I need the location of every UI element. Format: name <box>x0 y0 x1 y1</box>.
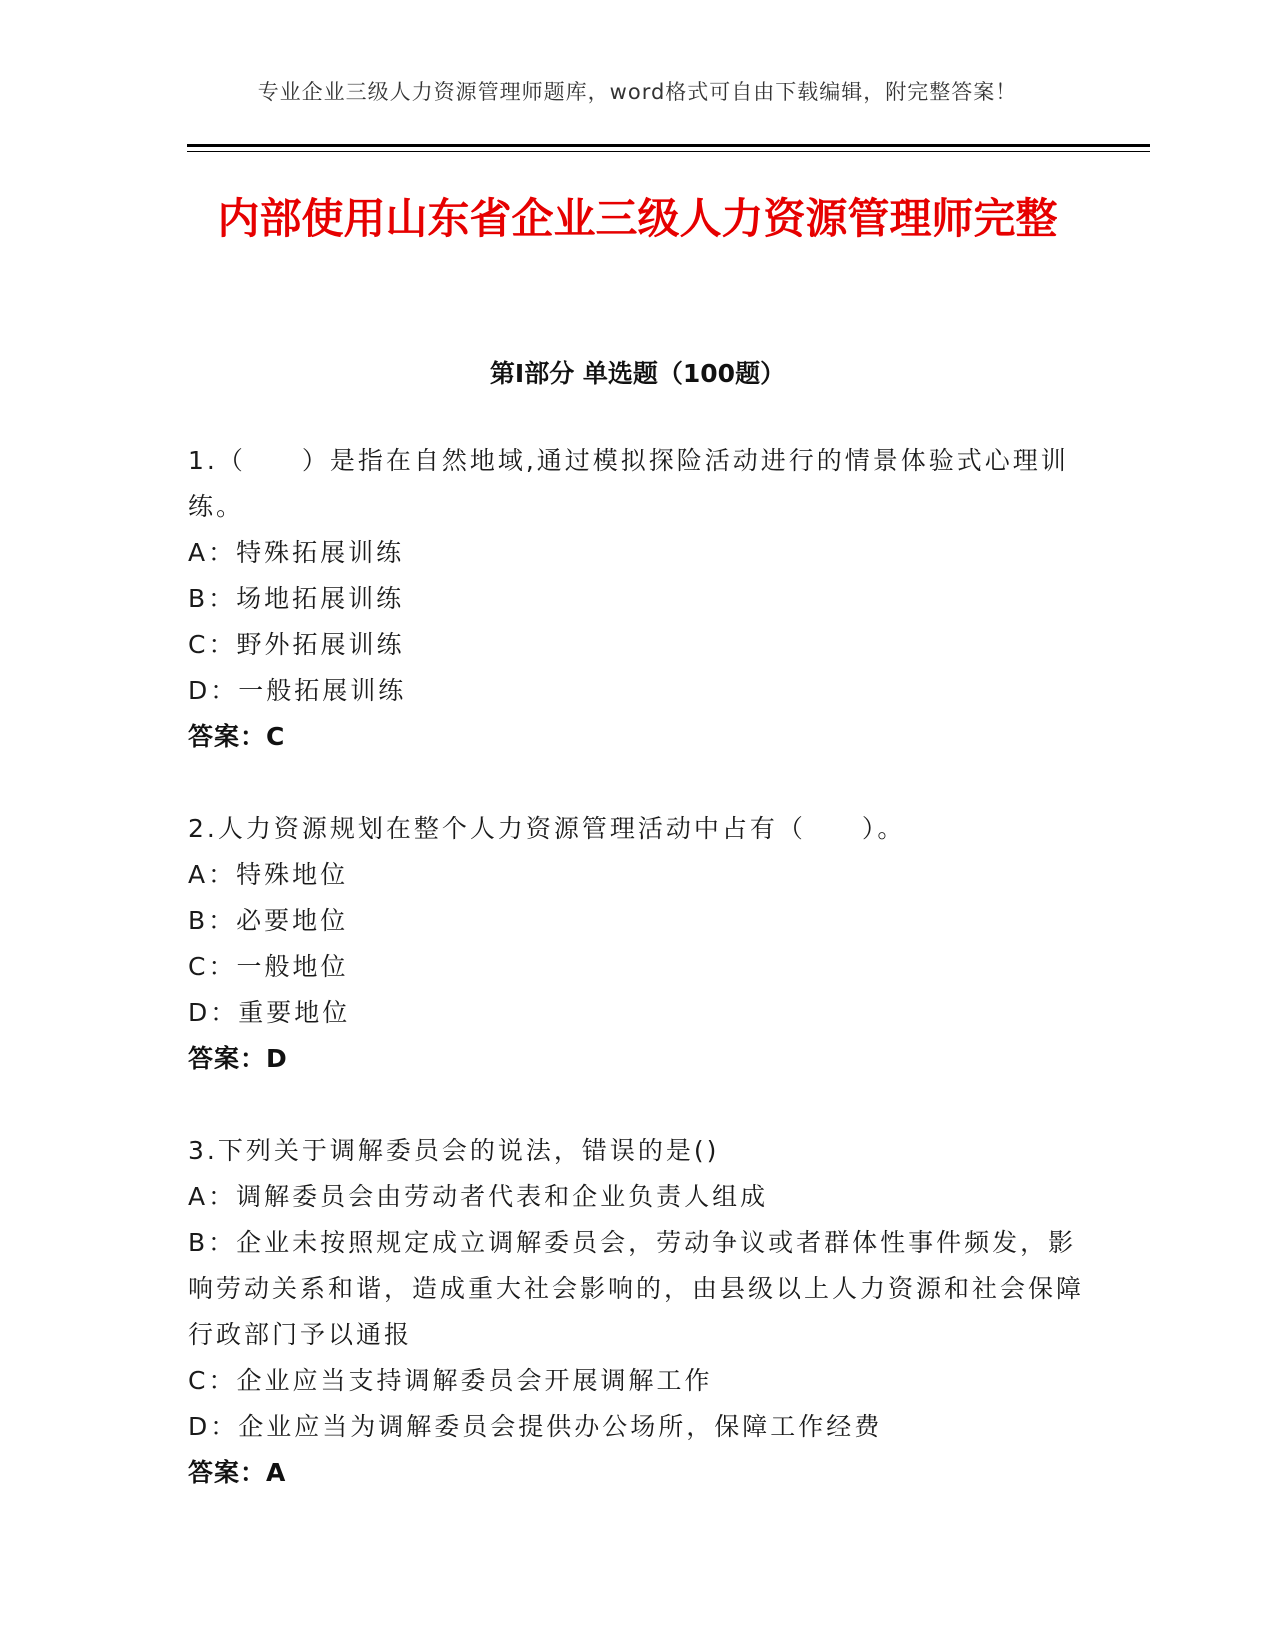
option-c: C：企业应当支持调解委员会开展调解工作 <box>188 1366 713 1395</box>
option-b: B：场地拓展训练 <box>188 584 405 613</box>
option-d: D：重要地位 <box>188 998 351 1027</box>
header-rule-thin <box>187 151 1150 152</box>
answer: 答案：A <box>188 1458 287 1487</box>
option-a: A：调解委员会由劳动者代表和企业负责人组成 <box>188 1182 769 1211</box>
option-d: D：企业应当为调解委员会提供办公场所，保障工作经费 <box>188 1412 883 1441</box>
answer: 答案：D <box>188 1044 288 1073</box>
option-b: B：必要地位 <box>188 906 349 935</box>
question-3 <box>188 1128 1088 1496</box>
option-d: D：一般拓展训练 <box>188 676 407 705</box>
option-c: C：野外拓展训练 <box>188 630 405 659</box>
answer: 答案：C <box>188 722 286 751</box>
header-note: 专业企业三级人力资源管理师题库，word格式可自由下载编辑，附完整答案！ <box>257 80 1018 104</box>
question-1 <box>188 438 1088 760</box>
question-stem: 3.下列关于调解委员会的说法，错误的是() <box>188 1136 720 1165</box>
option-a: A：特殊拓展训练 <box>188 538 405 567</box>
header-rule-thick <box>187 144 1150 147</box>
question-stem: 1.（ ）是指在自然地域,通过模拟探险活动进行的情景体验式心理训练。 <box>188 446 1069 521</box>
option-a: A：特殊地位 <box>188 860 349 889</box>
section-title: 第Ⅰ部分 单选题（100题） <box>489 359 786 388</box>
question-list <box>188 438 1088 1542</box>
question-2 <box>188 806 1088 1082</box>
option-b: B：企业未按照规定成立调解委员会，劳动争议或者群体性事件频发，影响劳动关系和谐，造成重大社会影响的，由县级以上人力资源和社会保障行政部门予以通报 <box>188 1228 1085 1349</box>
option-c: C：一般地位 <box>188 952 349 981</box>
document-title: 内部使用山东省企业三级人力资源管理师完整 <box>217 194 1058 243</box>
question-stem: 2.人力资源规划在整个人力资源管理活动中占有（ ）。 <box>188 814 906 843</box>
